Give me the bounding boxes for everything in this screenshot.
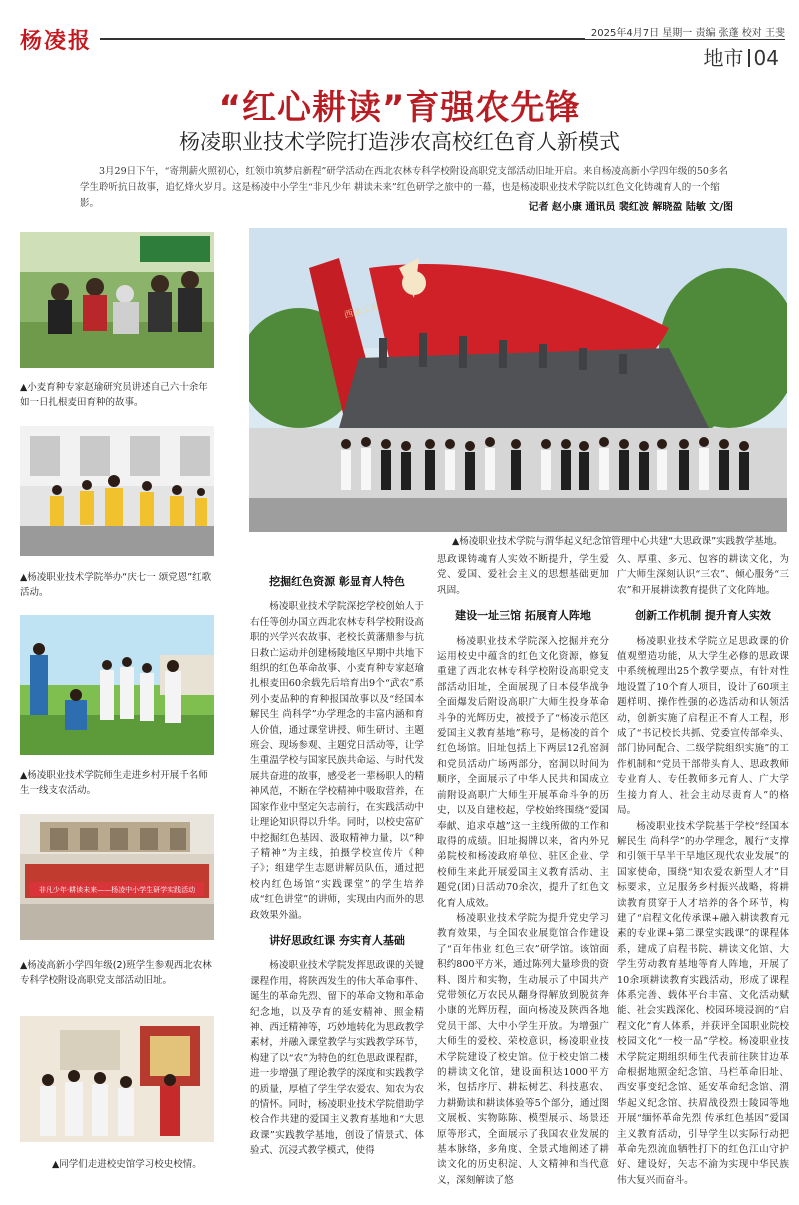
paragraph: 杨凌职业技术学院为提升党史学习教育效果，与全国农业展览馆合作建设了“百年伟业 红色三农”研学馆。该馆面积约800平方米，通过陈列大量珍贵的资料、图片和实物，生动展示了中国共产党带领亿万农民从翻身得解放到脱贫奔小康的光辉历程，面向杨凌及陕西各地党员干部、大中小学生开放。为增强广大师生的爱校、荣校意识，杨凌职业技术学院建设了校史馆。位于校史馆二楼的耕读文化馆，建设面积达1000平方米，包括序厅、耕耘树艺、科技惠农、力耕勤读和耕读体验等5个部分，通过图文展板、实物陈陈、模型展示、场景还原等形式，全面展示了我国农业发展的基本脉络，多角度、全景式地阐述了耕读文化的历史积淀、人文精神和当代意义，深刻解读了悠 — [437, 912, 609, 1186]
section-heading-2: 讲好思政红课 夯实育人基础 — [269, 933, 405, 947]
caption-main: ▲杨凌职业技术学院与渭华起义纪念馆管理中心共建“大思政课”实践教学基地。 — [452, 536, 783, 547]
photo-history-museum — [20, 1016, 214, 1142]
article-column-1 — [250, 564, 424, 1159]
subheadline: 杨凌职业技术学院打造涉农高校红色育人新模式 — [179, 130, 620, 154]
caption-wheat: ▲小麦育种专家赵瑜研究员讲述自己六十余年如一日扎根麦田育种的故事。 — [20, 382, 208, 408]
photo-song-event — [20, 426, 214, 556]
section-heading-3: 建设一址三馆 拓展育人阵地 — [455, 609, 591, 623]
caption-history-museum: ▲同学们走进校史馆学习校史校情。 — [52, 1159, 202, 1170]
section-label — [704, 42, 779, 71]
section-heading-1: 挖掘红色资源 彰显育人特色 — [269, 575, 405, 588]
article-column-2 — [437, 552, 609, 1188]
headline: “红心耕读”育强农先锋 — [218, 88, 581, 128]
banner-text: 非凡少年·耕读未来——杨凌中小学生研学实践活动 — [38, 886, 196, 894]
section-heading-4: 创新工作机制 提升育人实效 — [635, 609, 771, 623]
photo-village-support — [20, 615, 214, 755]
section-name: 地市 — [703, 46, 744, 70]
caption-site-visit: ▲杨凌高新小学四年级(2)班学生参观西北农林专科学校附设高职党支部活动旧址。 — [20, 960, 212, 986]
paragraph: 久、厚重、多元、包容的耕读文化，为广大师生深刻认识“三农”、倾心服务“三农”和开展耕读教育提供了文化阵地。 — [617, 554, 789, 596]
issue-meta: 2025年4月7日 星期一 责编 张蓬 校对 王斐 — [585, 24, 785, 39]
newspaper-logo: 杨凌报 — [20, 28, 93, 54]
paragraph: 杨凌职业技术学院深入挖掘并充分运用校史中蕴含的红色文化资源，修复重建了西北农林专科学校附设高职党支部活动旧址，全面展现了日本侵华战争全面爆发后附设高职广大师生投身革命斗争的光辉历史，被授予了“杨凌示范区爱国主义教育基地”称号，是杨凌的首个红色场馆。旧址包括上下两层12孔窑洞和党员活动广场两部分，窑洞以时间为顺序，全面展示了中华人民共和国成立前附设高职广大师生开展革命斗争的历史，以及自建校起，学校始终围绕“爱国奉献、追求卓越”这一主线所做的工作和取得的成绩。旧址揭牌以来，省内外兄弟院校和杨凌政府单位、驻区企业、学校师生来此开展爱国主义教育活动、主题党(团)日活动70余次，提升了红色文化育人成效。 — [437, 635, 609, 909]
page-number: 04 — [753, 46, 779, 70]
paragraph: 杨凌职业技术学院基于学校“经国本 解民生 尚科学”的办学理念，履行“支撑和引领干旱半干旱地区现代农业发展”的国家使命，围绕“知农爱农新型人才”目标要求，立足服务乡村振兴战略，将耕读教育贯穿于人才培养的各个环节，构建了“启程文化传承课+融入耕读教育元素的专业课+第二课堂实践课”的课程体系，建成了启程书院、耕读文化馆、大学生劳动教育基地等育人阵地，开展了10余项耕读教育实践活动，形成了课程体系完善、载体平台丰富、文化活动赋能、社会实践深化、校园环境浸润的“启程文化”育人体系，并获评全国职业院校校园文化“一校一品”学校。杨凌职业技术学院定期组织师生代表前往陕甘边革命根据地照金纪念馆、马栏革命旧址、西安事变纪念馆、延安革命纪念馆、渭华起义纪念馆、扶眉战役烈士陵园等地开展“缅怀革命先烈 传承红色基因”爱国主义教育活动，引导学生以实际行动把革命先烈流血牺牲打下的红色江山守护好、建设好，矢志不渝为实现中华民族伟大复兴而奋斗。 — [617, 820, 789, 1186]
paragraph: 杨凌职业技术学院深挖学校创始人于右任等创办国立西北农林专科学校附设高职的兴学兴农故事、老校长黄藩鼎参与抗日救亡运动并创建杨陵地区早期中共地下组织的红色革命故事、小麦育种专家赵瑜扎根麦田60余载先后培育出9个“武农”系列小麦品种的育种报国故事以及“经国本 解民生 尚科学”办学理念的丰富内涵和育人价值，通过课堂讲授、师生研讨、主题班会、现场参观、主题党日活动等，让学生重温学校与国家民族共命运、与时代发展共奋进的故事，感受老一辈杨职人的精神风范，不断在学校精神中吸取营养，在国家作业中坚定矢志前行，在实践活动中让理论知识得以升华。同时，以校史富矿中挖掘红色基因、汲取精神力量，以“种子精神”为主线，拍摄学校宣传片《种子》；组建学生志愿讲解员队伍，通过把校内红色场馆“实践课堂”的学生培养成“红色讲堂”的讲师，实现由内而外的思政效果外溢。 — [250, 601, 424, 921]
paragraph: 思政课铸魂育人实效不断提升，学生爱党、爱国、爱社会主义的思想基础更加巩固。 — [437, 554, 609, 596]
caption-village: ▲杨凌职业技术学院师生走进乡村开展千名师生一线支农活动。 — [20, 770, 208, 796]
caption-song: ▲杨凌职业技术学院举办“庆七一 颂党恩”红歌活动。 — [20, 572, 212, 598]
article-column-3 — [617, 552, 789, 1188]
paragraph: 杨凌职业技术学院发挥思政课的关键课程作用，将陕西发生的伟大革命事件、诞生的革命先烈、留下的革命文物和革命纪念地，以及孕育的延安精神、照金精神、西迁精神等，巧妙地转化为思政教学素材，并融入课堂教学与实践教学环节，构建了以“农”为特色的红色思政课程群，进一步增强了理论教学的深度和实践教学的质量，厚植了学生学农爱农、知农为农的情怀。同时，杨凌职业技术学院借助学校合作共建的爱国主义教育基地和“大思政课”实践教学基地，创设了情景式、体验式、沉浸式教学模式，使得 — [250, 960, 424, 1157]
photo-wheat-field — [20, 232, 214, 368]
paragraph: 杨凌职业技术学院立足思政课的价值观塑造功能，从大学生必修的思政课中系统梳理出25个教学要点，有针对性地设置了10个育人项目，设计了60项主题样明、操作性强的必选活动和认领活动，创新实施了启程正不育人工程，形成了“书记校长共抓、党委宣传部牵头、部门协同配合、二级学院组织实施”的工作机制和“党员干部带头育人、思政教师专业育人、专任教师多元育人、广大学生接力育人、社会主动尽责育人”的格局。 — [617, 635, 789, 817]
lead-paragraph: 3月29日下午，“寄荆薪火照初心，红领巾筑梦启新程”研学活动在西北农林专科学校附设高职党支部活动旧址开启。来自杨凌高新小学四年级的50多名学生聆听抗日故事，追忆烽火岁月。这是杨凌中小学生“非凡少年 耕读未来”红色研学之旅中的一幕，也是杨凌职业技术学院以红色文化铸魂育人的一个缩影。 — [80, 166, 728, 209]
byline: 记者 赵小康 通讯员 裴红波 解晓盈 陆敏 文/图 — [528, 202, 733, 213]
photo-site-visit — [20, 814, 214, 940]
section-divider — [748, 49, 750, 67]
photo-main-monument — [249, 228, 787, 532]
